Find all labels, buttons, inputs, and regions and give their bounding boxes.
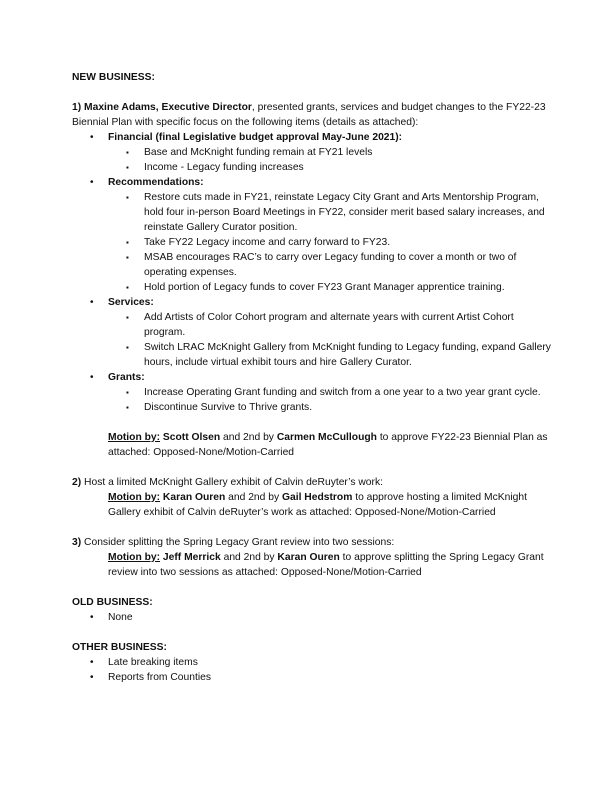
square-bullet-icon: ▪ [126,193,129,202]
list-item [72,385,552,400]
list-item [72,250,552,280]
list-item [72,145,552,160]
section-title: Financial [108,132,153,143]
motion-second: Karan Ouren [277,552,340,563]
section-title: Services: [108,297,154,308]
list-item [72,610,552,625]
square-bullet-icon: ▪ [126,403,129,412]
list-item [72,190,552,235]
item-1-text: , presented grants, services and budget changes to the FY22-23 Biennial Plan with specific focus on the following items (details as attached): [72,102,546,128]
item-2-number: 2) [72,477,82,488]
motion-mover: Karan Ouren [162,492,226,503]
square-bullet-icon: ▪ [126,343,129,352]
motion-label: Motion by: [108,432,161,443]
motion-second: Carmen McCullough [276,432,377,443]
motion-and-2nd: and 2nd by [220,432,277,443]
item-1-paragraph [72,100,552,130]
motion-second: Gail Hedstrom [281,492,353,503]
motion-label: Motion by: [108,492,161,503]
item-3-text: Consider splitting the Spring Legacy Grant review into two sessions: [84,537,395,548]
item-3-paragraph [72,535,552,550]
motion-text: to approve splitting the Spring Legacy Grant review into two sessions as attached: Opposed-None/Motion-Carried [108,552,544,578]
list-item-text: Income - Legacy funding increases [144,162,304,173]
list-item-text: Hold portion of Legacy funds to cover FY23 Grant Manager apprentice training. [144,282,505,293]
document-page [72,70,552,685]
item-2-text: Host a limited McKnight Gallery exhibit of Calvin deRuyter’s work: [84,477,383,488]
list-item [72,670,552,685]
square-bullet-icon: ▪ [126,283,129,292]
section-title-suffix: (final Legislative budget approval May-June 2021): [152,132,403,143]
motion-text: to approve hosting a limited McKnight Gallery exhibit of Calvin deRuyter’s work as attached: Opposed-None/Motion-Carried [108,492,527,518]
motion-and-2nd: and 2nd by [225,492,282,503]
list-item-text: Increase Operating Grant funding and switch from a one year to a two year grant cycle. [144,387,541,398]
bullet-icon: • [90,372,94,383]
item-1-motion [72,430,552,460]
spacer [72,460,552,475]
list-item-text: Restore cuts made in FY21, reinstate Legacy City Grant and Arts Mentorship Program, hold four in-person Board Meetings in FY22, consider merit based salary increases, and reinstate Gallery Curator position. [144,192,545,233]
item-2-motion [72,490,552,520]
item-2-paragraph [72,475,552,490]
list-item [72,235,552,250]
list-item [72,160,552,175]
spacer [72,625,552,640]
list-item-text: Base and McKnight funding remain at FY21 levels [144,147,373,158]
spacer [72,580,552,595]
list-item [72,310,552,340]
bullet-icon: • [90,612,94,623]
list-item [72,655,552,670]
bullet-icon: • [90,177,94,188]
motion-and-2nd: and 2nd by [220,552,278,563]
bullet-icon: • [90,132,94,143]
square-bullet-icon: ▪ [126,238,129,247]
square-bullet-icon: ▪ [126,253,129,262]
list-item [72,340,552,370]
other-business-heading: OTHER BUSINESS: [72,642,167,653]
motion-label: Motion by: [108,552,161,563]
section-services [72,295,552,310]
item-1-presenter: Maxine Adams, Executive Director [84,102,252,113]
section-title: Grants: [108,372,145,383]
bullet-icon: • [90,297,94,308]
section-recommendations [72,175,552,190]
spacer [72,85,552,100]
list-item-text: Add Artists of Color Cohort program and alternate years with current Artist Cohort program. [144,312,514,338]
square-bullet-icon: ▪ [126,163,129,172]
new-business-heading: NEW BUSINESS: [72,72,155,83]
item-3-number: 3) [72,537,82,548]
item-3-motion [72,550,552,580]
list-item-text: Reports from Counties [108,672,212,683]
section-grants [72,370,552,385]
list-item-text: Discontinue Survive to Thrive grants. [144,402,313,413]
list-item-text: Late breaking items [108,657,198,668]
motion-mover: Scott Olsen [162,432,221,443]
square-bullet-icon: ▪ [126,313,129,322]
section-title: Recommendations: [108,177,204,188]
section-financial [72,130,552,145]
list-item-text: None [108,612,133,623]
list-item-text: MSAB encourages RAC’s to carry over Legacy funding to cover a month or two of operating expenses. [144,252,517,278]
square-bullet-icon: ▪ [126,388,129,397]
motion-text: to approve FY22-23 Biennial Plan as attached: Opposed-None/Motion-Carried [108,432,548,458]
spacer [72,520,552,535]
list-item-text: Take FY22 Legacy income and carry forward to FY23. [144,237,391,248]
list-item-text: Switch LRAC McKnight Gallery from McKnight funding to Legacy funding, expand Gallery hours, include virtual exhibit tours and hire Gallery Curator. [144,342,551,368]
old-business-heading: OLD BUSINESS: [72,597,153,608]
motion-mover: Jeff Merrick [162,552,221,563]
square-bullet-icon: ▪ [126,148,129,157]
list-item [72,400,552,415]
bullet-icon: • [90,672,94,683]
bullet-icon: • [90,657,94,668]
list-item [72,280,552,295]
item-1-number: 1) [72,102,82,113]
spacer [72,415,552,430]
